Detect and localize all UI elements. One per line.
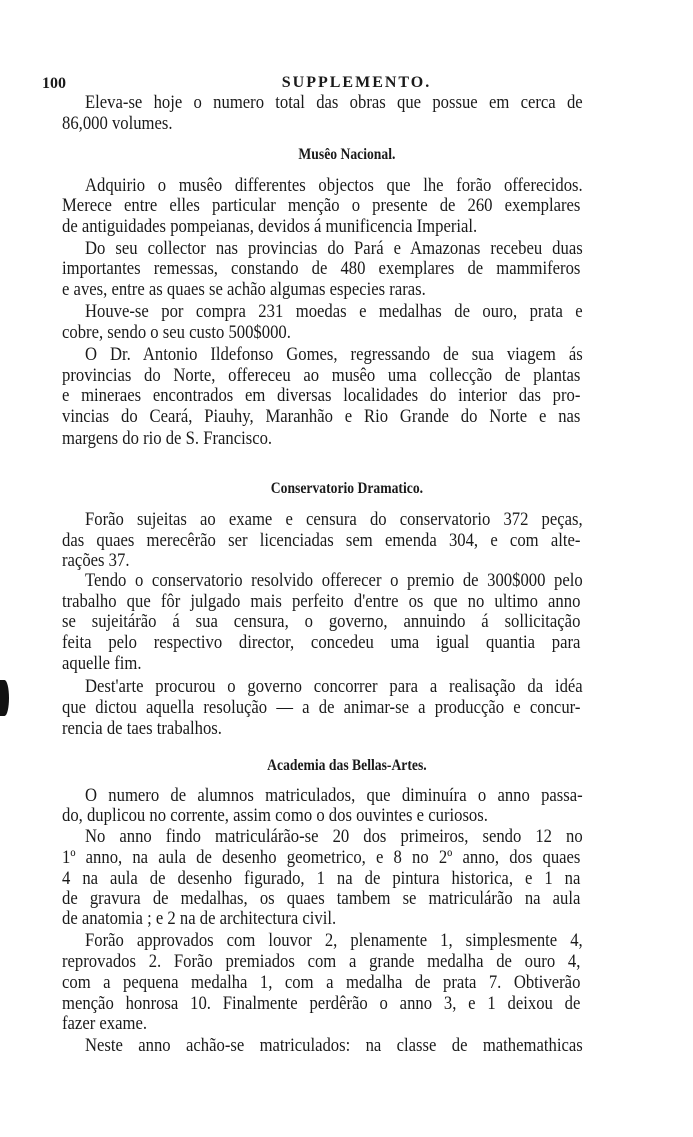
text-line: Houve-se por compra 231 moedas e medalhas de ouro, prata e (85, 302, 583, 322)
text-line: menção honrosa 10. Finalmente perdêrão o anno 3, e 1 deixou de (62, 994, 581, 1014)
text-line: e mineraes encontrados em diversas localidades do interior das pro- (62, 386, 581, 406)
running-title: SUPPLEMENTO. (281, 74, 432, 91)
text-line: Eleva-se hoje o numero total das obras que possue em cerca de (85, 93, 583, 113)
text-line: Dest'arte procurou o governo concorrer para a realisação da idéa (85, 677, 583, 697)
text-line: que dictou aquella resolução — a de animar-se a producção e concur- (62, 698, 581, 718)
text-line: vincias do Ceará, Piauhy, Maranhão e Rio Grande do Norte e nas (62, 407, 581, 427)
text-line: Merece entre elles particular menção o presente de 260 exemplares (62, 196, 581, 216)
text-line: e aves, entre as quaes se achão algumas especies raras. (62, 280, 426, 300)
text-line: Do seu collector nas provincias do Pará e Amazonas recebeu duas (85, 239, 583, 259)
text-line: Tendo o conservatorio resolvido offerecer o premio de 300$000 pelo (85, 571, 583, 591)
section-heading: Conservatorio Dramatico. (270, 480, 424, 497)
text-line: No anno findo matriculárão-se 20 dos primeiros, sendo 12 no (85, 827, 583, 847)
text-line: trabalho que fôr julgado mais perfeito d'entre os que no ultimo anno (62, 592, 581, 612)
text-line: 86,000 volumes. (62, 114, 173, 134)
text-line: das quaes merecêrão ser licenciadas sem emenda 304, e com alte- (62, 531, 581, 551)
scan-blot (0, 680, 9, 716)
text-line: Neste anno achão-se matriculados: na classe de mathemathicas (85, 1036, 583, 1056)
text-line: provincias do Norte, offereceu ao musêo uma collecção de plantas (62, 366, 581, 386)
text-line: feita pelo respectivo director, concedeu uma igual quantia para (62, 633, 581, 653)
text-line: O numero de alumnos matriculados, que diminuíra o anno passa- (85, 786, 583, 806)
text-line: importantes remessas, constando de 480 exemplares de mammiferos (62, 259, 581, 279)
text-line: reprovados 2. Forão premiados com a grande medalha de ouro 4, (62, 952, 581, 972)
text-line: 4 na aula de desenho figurado, 1 na de pintura historica, e 1 na (62, 869, 581, 889)
page-number: 100 (42, 75, 66, 92)
text-line: com a pequena medalha 1, com a medalha de prata 7. Obtiverão (62, 973, 581, 993)
text-line: margens do rio de S. Francisco. (62, 429, 273, 449)
text-line: Adquirio o musêo differentes objectos que lhe forão offerecidos. (85, 176, 583, 196)
text-line: rencia de taes trabalhos. (62, 719, 222, 739)
text-line: 1º anno, na aula de desenho geometrico, e 8 no 2º anno, dos quaes (62, 848, 581, 868)
text-line: O Dr. Antonio Ildefonso Gomes, regressando de sua viagem ás (85, 345, 583, 365)
text-line: fazer exame. (62, 1014, 148, 1034)
text-line: Forão sujeitas ao exame e censura do conservatorio 372 peças, (85, 510, 583, 530)
text-line: Forão approvados com louvor 2, plenamente 1, simplesmente 4, (85, 931, 583, 951)
text-line: de gravura de medalhas, os quaes tambem se matriculárão na aula (62, 889, 581, 909)
text-line: rações 37. (62, 551, 130, 571)
section-heading: Academia das Bellas-Artes. (267, 757, 427, 774)
text-line: do, duplicou no corrente, assim como o dos ouvintes e curiosos. (62, 806, 488, 826)
text-line: de anatomia ; e 2 na de architectura civil. (62, 909, 337, 929)
section-heading: Musêo Nacional. (298, 146, 396, 163)
text-line: cobre, sendo o seu custo 500$000. (62, 323, 291, 343)
text-line: de antiguidades pompeianas, devidos á munificencia Imperial. (62, 217, 478, 237)
text-line: se sujeitárão á sua censura, o governo, annuindo á sollicitação (62, 612, 581, 632)
text-line: aquelle fim. (62, 654, 142, 674)
